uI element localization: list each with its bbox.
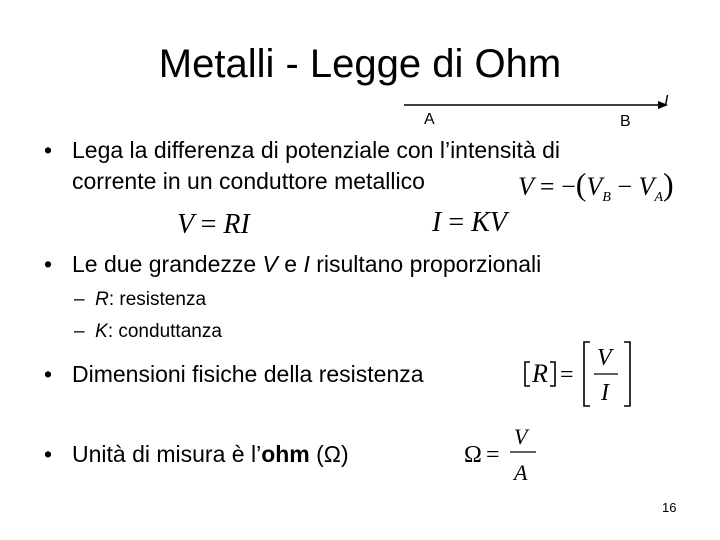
label-b: B (620, 113, 631, 130)
bullet-4 (72, 440, 349, 468)
formula-conductance: I = KV (432, 207, 507, 238)
bullet-2-mid: e (277, 251, 304, 277)
sub-bullet-r-symbol: R (95, 289, 109, 310)
bullet-4-pre: Unità di misura è l’ (72, 441, 262, 467)
conductor-diagram (400, 90, 680, 130)
formula-resistance-dimensions (520, 338, 640, 410)
bullet-3: Dimensioni fisiche della resistenza (72, 361, 424, 387)
sub-bullet-resistance: – R: resistenza (74, 289, 207, 310)
sub-bullet-r-text: : resistenza (108, 289, 207, 310)
svg-text:I: I (601, 380, 609, 406)
page-number: 16 (662, 500, 677, 515)
sub-bullet-k-symbol: K (95, 321, 108, 342)
bullet-2-pre: Le due grandezze (72, 251, 263, 277)
svg-text:A: A (514, 460, 528, 485)
bullet-1-line2: corrente in un conduttore metallico (72, 168, 425, 194)
svg-text:Ω: Ω (464, 442, 482, 468)
formula-potential-difference: $V = -(V_B - V_A)$ (518, 166, 674, 206)
svg-text:=: = (486, 442, 500, 468)
sub-bullet-k-text: : conduttanza (107, 321, 222, 342)
svg-text:V: V (514, 424, 528, 449)
bullet-marker: • (44, 361, 53, 387)
svg-text:R: R (532, 359, 548, 388)
svg-text:V: V (597, 345, 612, 371)
bullet-marker: • (44, 137, 53, 163)
label-current: I (664, 93, 669, 110)
page-title: Metalli - Legge di Ohm (158, 42, 562, 86)
formula-ohm-unit (460, 420, 540, 486)
label-a: A (424, 111, 435, 128)
bullet-4-ohm: ohm (261, 441, 310, 467)
sub-bullet-conductance: – K: conduttanza (74, 321, 222, 342)
bullet-2-post: risultano proporzionali (309, 251, 542, 277)
bullet-marker: • (44, 441, 53, 467)
bullet-marker: • (44, 251, 53, 277)
bullet-2-i: I (303, 251, 310, 277)
bullet-4-post: (Ω) (309, 441, 349, 467)
bullet-2-v: V (262, 251, 278, 277)
svg-text:=: = (560, 362, 574, 388)
bullet-1-line1: Lega la differenza di potenziale con l’intensità di (72, 137, 561, 163)
bullet-2 (72, 250, 541, 278)
formula-ohm-law: V = RI (177, 209, 250, 240)
